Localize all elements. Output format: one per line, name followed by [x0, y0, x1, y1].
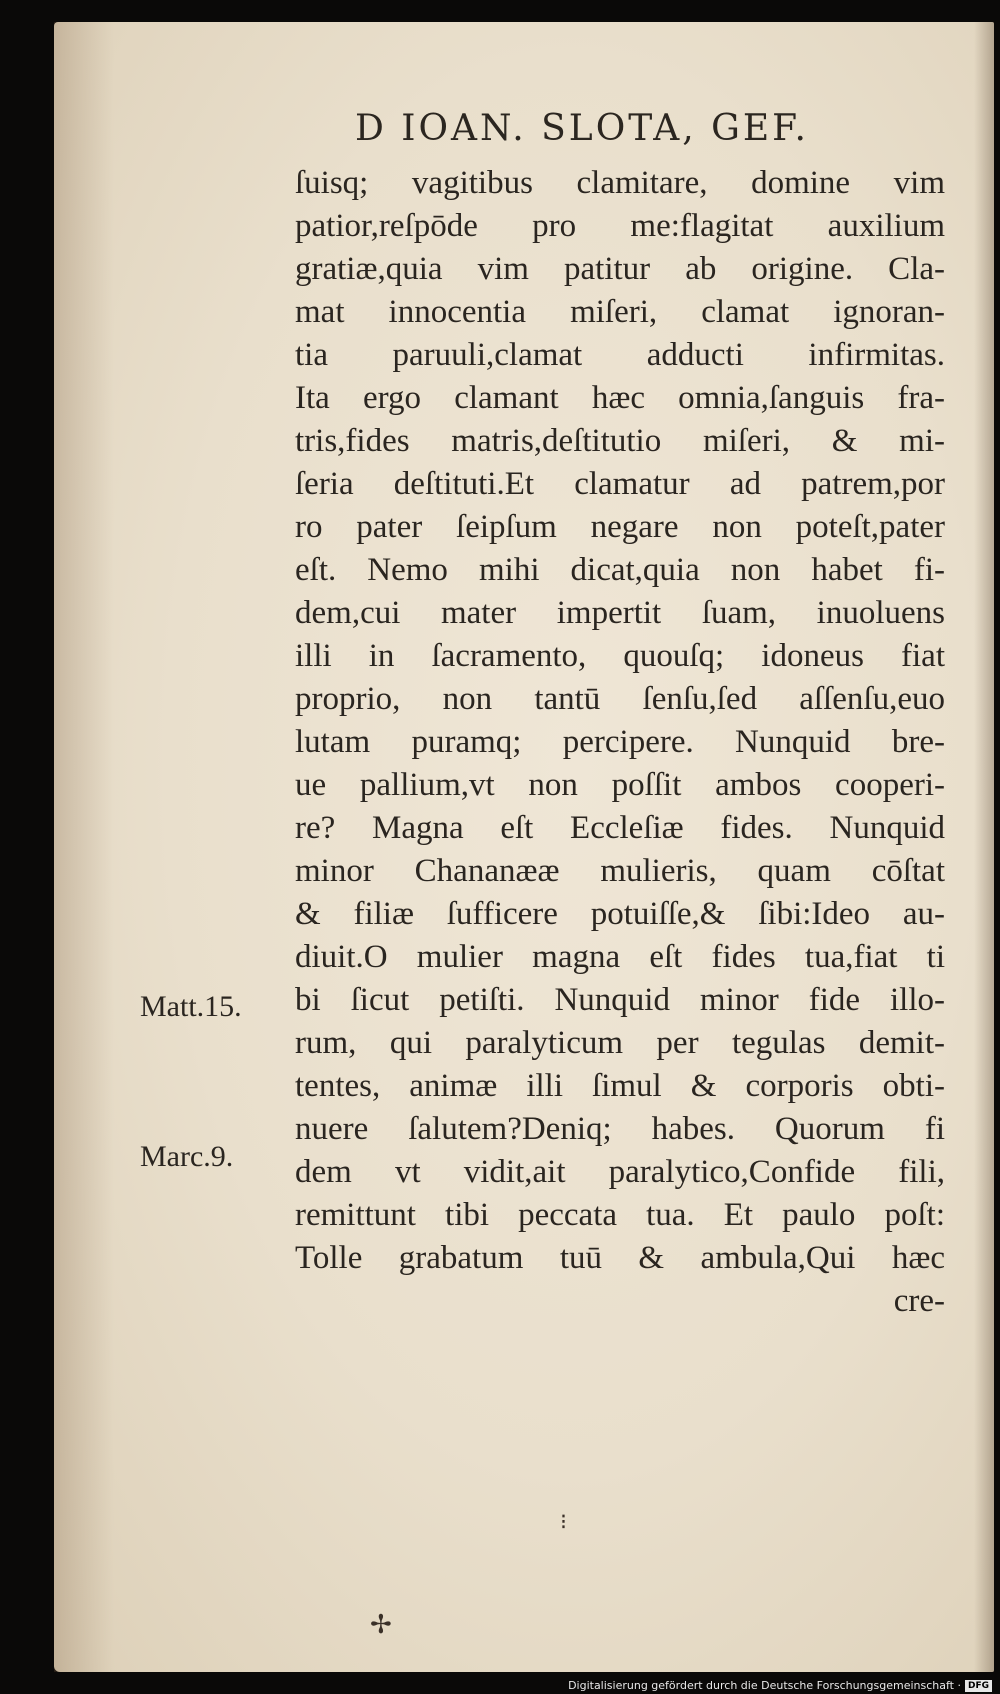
marginal-note-mark: Marc.9. [140, 1140, 234, 1173]
text-line: mat innocentia miſeri, clamat ignoran- [295, 294, 945, 330]
text-line: proprio, non tantū ſenſu,ſed aſſenſu,euo [295, 681, 945, 717]
text-line: bi ſicut petiſti. Nunquid minor fide illo- [295, 982, 945, 1018]
text-line: Tolle grabatum tuū & ambula,Qui hæc [295, 1240, 945, 1276]
text-line: minor Chananææ mulieris, quam cōſtat [295, 853, 945, 889]
text-line: lutam puramq; percipere. Nunquid bre- [295, 724, 945, 760]
ink-speck: ✢ [370, 1610, 392, 1640]
text-line: dem,cui mater impertit ſuam, inuoluens [295, 595, 945, 631]
text-line: eſt. Nemo mihi dicat,quia non habet fi- [295, 552, 945, 588]
text-line: gratiæ,quia vim patitur ab origine. Cla- [295, 251, 945, 287]
text-line: dem vt vidit,ait paralytico,Confide fili, [295, 1154, 945, 1190]
body-text [295, 162, 945, 1323]
digitization-credit [568, 1679, 992, 1692]
ink-speck: ⁝ [560, 1510, 567, 1535]
text-line: ro pater ſeipſum negare non poteſt,pater [295, 509, 945, 545]
text-line: & filiæ ſufficere potuiſſe,& ſibi:Ideo au- [295, 896, 945, 932]
credit-text: Digitalisierung gefördert durch die Deutsche Forschungsgemeinschaft · [568, 1679, 961, 1692]
text-line: remittunt tibi peccata tua. Et paulo poſt: [295, 1197, 945, 1233]
text-line: diuit.O mulier magna eſt fides tua,fiat ti [295, 939, 945, 975]
text-line: patior,reſpōde pro me:flagitat auxilium [295, 208, 945, 244]
running-head: D IOAN. SLOTA, GEF. [355, 108, 809, 149]
text-line: ſeria deſtituti.Et clamatur ad patrem,por [295, 466, 945, 502]
text-line: illi in ſacramento, quouſq; idoneus fiat [295, 638, 945, 674]
text-line: re? Magna eſt Eccleſiæ fides. Nunquid [295, 810, 945, 846]
text-line: tentes, animæ illi ſimul & corporis obti- [295, 1068, 945, 1104]
text-line: nuere ſalutem?Deniq; habes. Quorum fi [295, 1111, 945, 1147]
text-line: tris,fides matris,deſtitutio miſeri, & mi- [295, 423, 945, 459]
text-line: ſuisq; vagitibus clamitare, domine vim [295, 165, 945, 201]
text-line: rum, qui paralyticum per tegulas demit- [295, 1025, 945, 1061]
text-line: Ita ergo clamant hæc omnia,ſanguis fra- [295, 380, 945, 416]
dfg-logo-icon: DFG [965, 1680, 992, 1692]
text-line: tia paruuli,clamat adducti infirmitas. [295, 337, 945, 373]
text-line: ue pallium,vt non poſſit ambos cooperi- [295, 767, 945, 803]
catchword: cre- [893, 1283, 945, 1319]
marginal-note-matthew: Matt.15. [140, 990, 242, 1023]
